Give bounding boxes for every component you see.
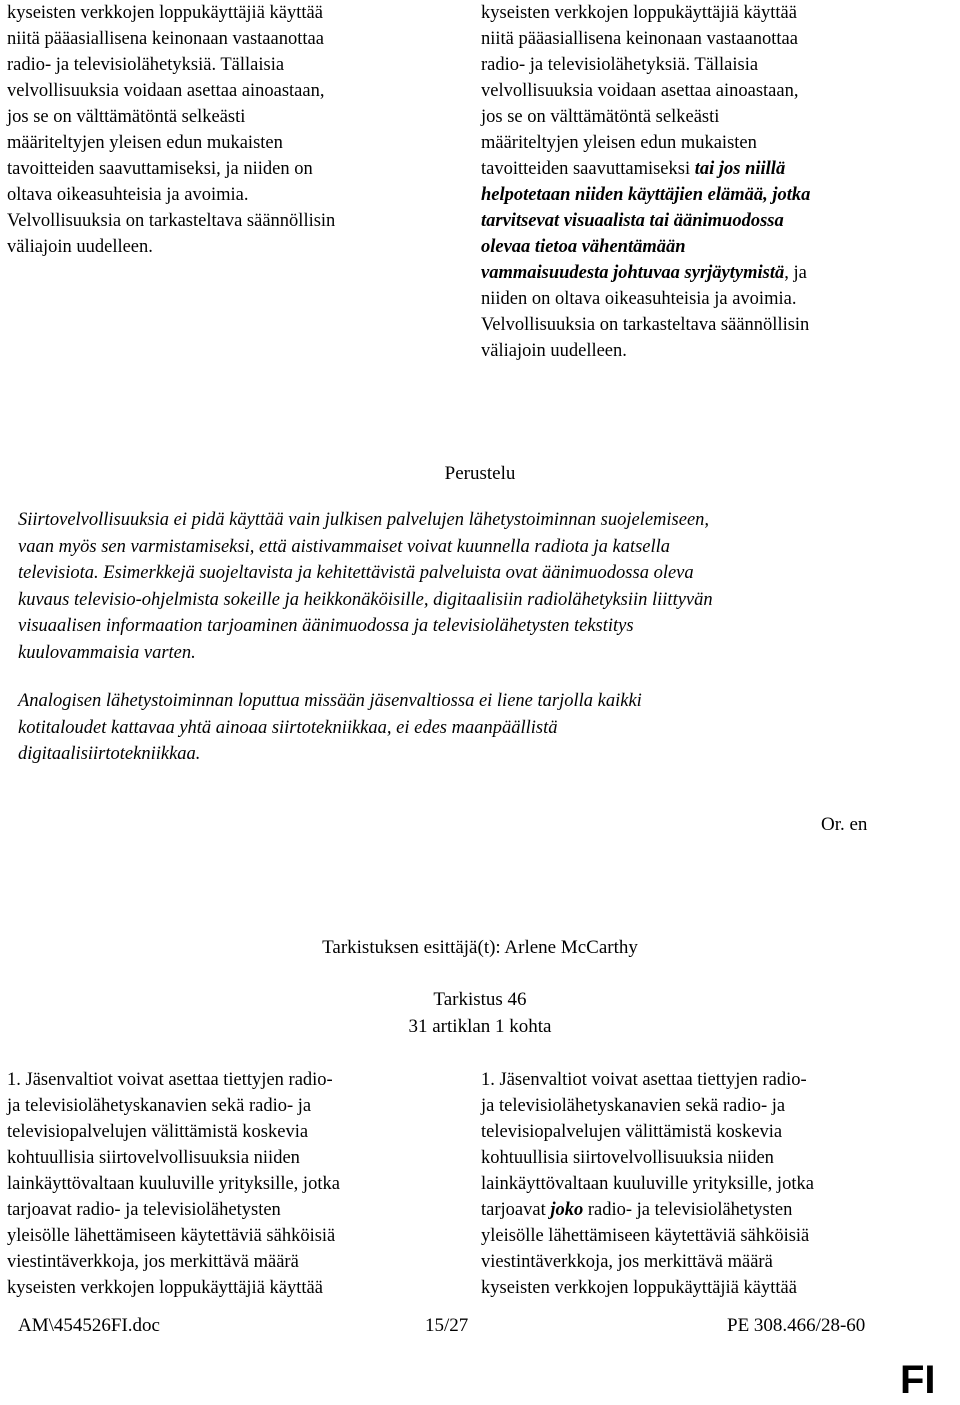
original-language: Or. en (821, 814, 868, 835)
unchanged-text: radio- ja televisiolähetysten yleisölle lähettämiseen käytettäviä sähköisiä viestintäverkkoja, jos merkittävä määrä kyseisten verkkojen loppukäyttäjiä käyttää (481, 1200, 810, 1298)
tabler-line: Tarkistuksen esittäjä(t): Arlene McCarthy (322, 937, 638, 958)
footer-doc-ref: AM\454526FI.doc (18, 1315, 160, 1336)
bottom-left-column: 1. Jäsenvaltiot voivat asettaa tiettyjen radio- ja televisiolähetyskanavien sekä radio- ja televisiopalvelujen välittämistä koskevia kohtuullisia siirtovelvollisuuksia niiden lainkäyttövaltaan kuuluville yrityksille, jotka tarjoavat radio- ja televisiolähetysten yleisölle lähettämiseen käytettäviä sähköisiä viestintäverkkoja, jos merkittävä määrä kyseisten verkkojen loppukäyttäjiä käyttää (7, 1070, 340, 1298)
top-left-column: kyseisten verkkojen loppukäyttäjiä käyttää niitä pääasiallisena keinonaan vastaanottaa radio- ja televisiolähetyksiä. Tällaisia velvollisuuksia voidaan asettaa ainoastaan, jos se on välttämätöntä selkeästi määriteltyjen yleisen edun mukaisten tavoitteiden saavuttamiseksi, ja niiden on oltava oikeasuhteisia ja avoimia. Velvollisuuksia on tarkasteltava säännöllisin väliajoin uudelleen. (7, 3, 336, 257)
amendment-text: joko (550, 1200, 584, 1220)
unchanged-text: kyseisten verkkojen loppukäyttäjiä käyttää niitä pääasiallisena keinonaan vastaanottaa radio- ja televisiolähetyksiä. Tällaisia velvollisuuksia voidaan asettaa ainoastaan, jos se on välttämätöntä selkeästi määriteltyjen yleisen edun mukaisten tavoitteiden saavuttamiseksi (481, 3, 799, 179)
footer-pe-ref: PE 308.466/28-60 (727, 1315, 866, 1336)
article-reference: 31 artiklan 1 kohta (408, 1016, 552, 1037)
unchanged-text: , ja niiden on oltava oikeasuhteisia ja avoimia. Velvollisuuksia on tarkasteltava säännöllisin väliajoin uudelleen. (481, 263, 810, 361)
amendment-text: tai jos niillä helpotetaan niiden käyttäjien elämää, jotka tarvitsevat visuaalista tai äänimuodossa olevaa tietoa vähentämään vammaisuudesta johtuvaa syrjäytymistä (481, 159, 811, 283)
footer-page-number: 15/27 (425, 1315, 469, 1336)
language-marker: FI (900, 1358, 936, 1402)
justification-paragraph: Analogisen lähetystoiminnan loputtua missään jäsenvaltiossa ei liene tarjolla kaikki kotitaloudet kattavaa yhtä ainoaa siirtotekniikkaa, ei edes maanpäällistä digitaalisiirtotekniikkaa. (18, 691, 642, 764)
bottom-right-column (481, 1067, 901, 1301)
top-right-column (481, 0, 901, 364)
justification-paragraph: Siirtovelvollisuuksia ei pidä käyttää vain julkisen palvelujen lähetystoiminnan suojelemiseen, vaan myös sen varmistamiseksi, että aistivammaiset voivat kuunnella radiota ja katsella televisiota. Esimerkkejä suojeltavista ja kehitettävistä palveluista ovat äänimuodossa oleva kuvaus televisio-ohjelmista sokeille ja heikkonäköisille, digitaalisiin radiolähetyksiin liittyvän visuaalisen informaation tarjoaminen äänimuodossa ja televisiolähetysten tekstitys kuulovammaisia varten. (18, 510, 713, 663)
amendment-number: Tarkistus 46 (433, 989, 527, 1010)
justification-heading: Perustelu (444, 463, 516, 484)
unchanged-text: 1. Jäsenvaltiot voivat asettaa tiettyjen radio- ja televisiolähetyskanavien sekä radio- ja televisiopalvelujen välittämistä koskevia kohtuullisia siirtovelvollisuuksia niiden lainkäyttövaltaan kuuluville yrityksille, jotka tarjoavat (481, 1070, 814, 1220)
